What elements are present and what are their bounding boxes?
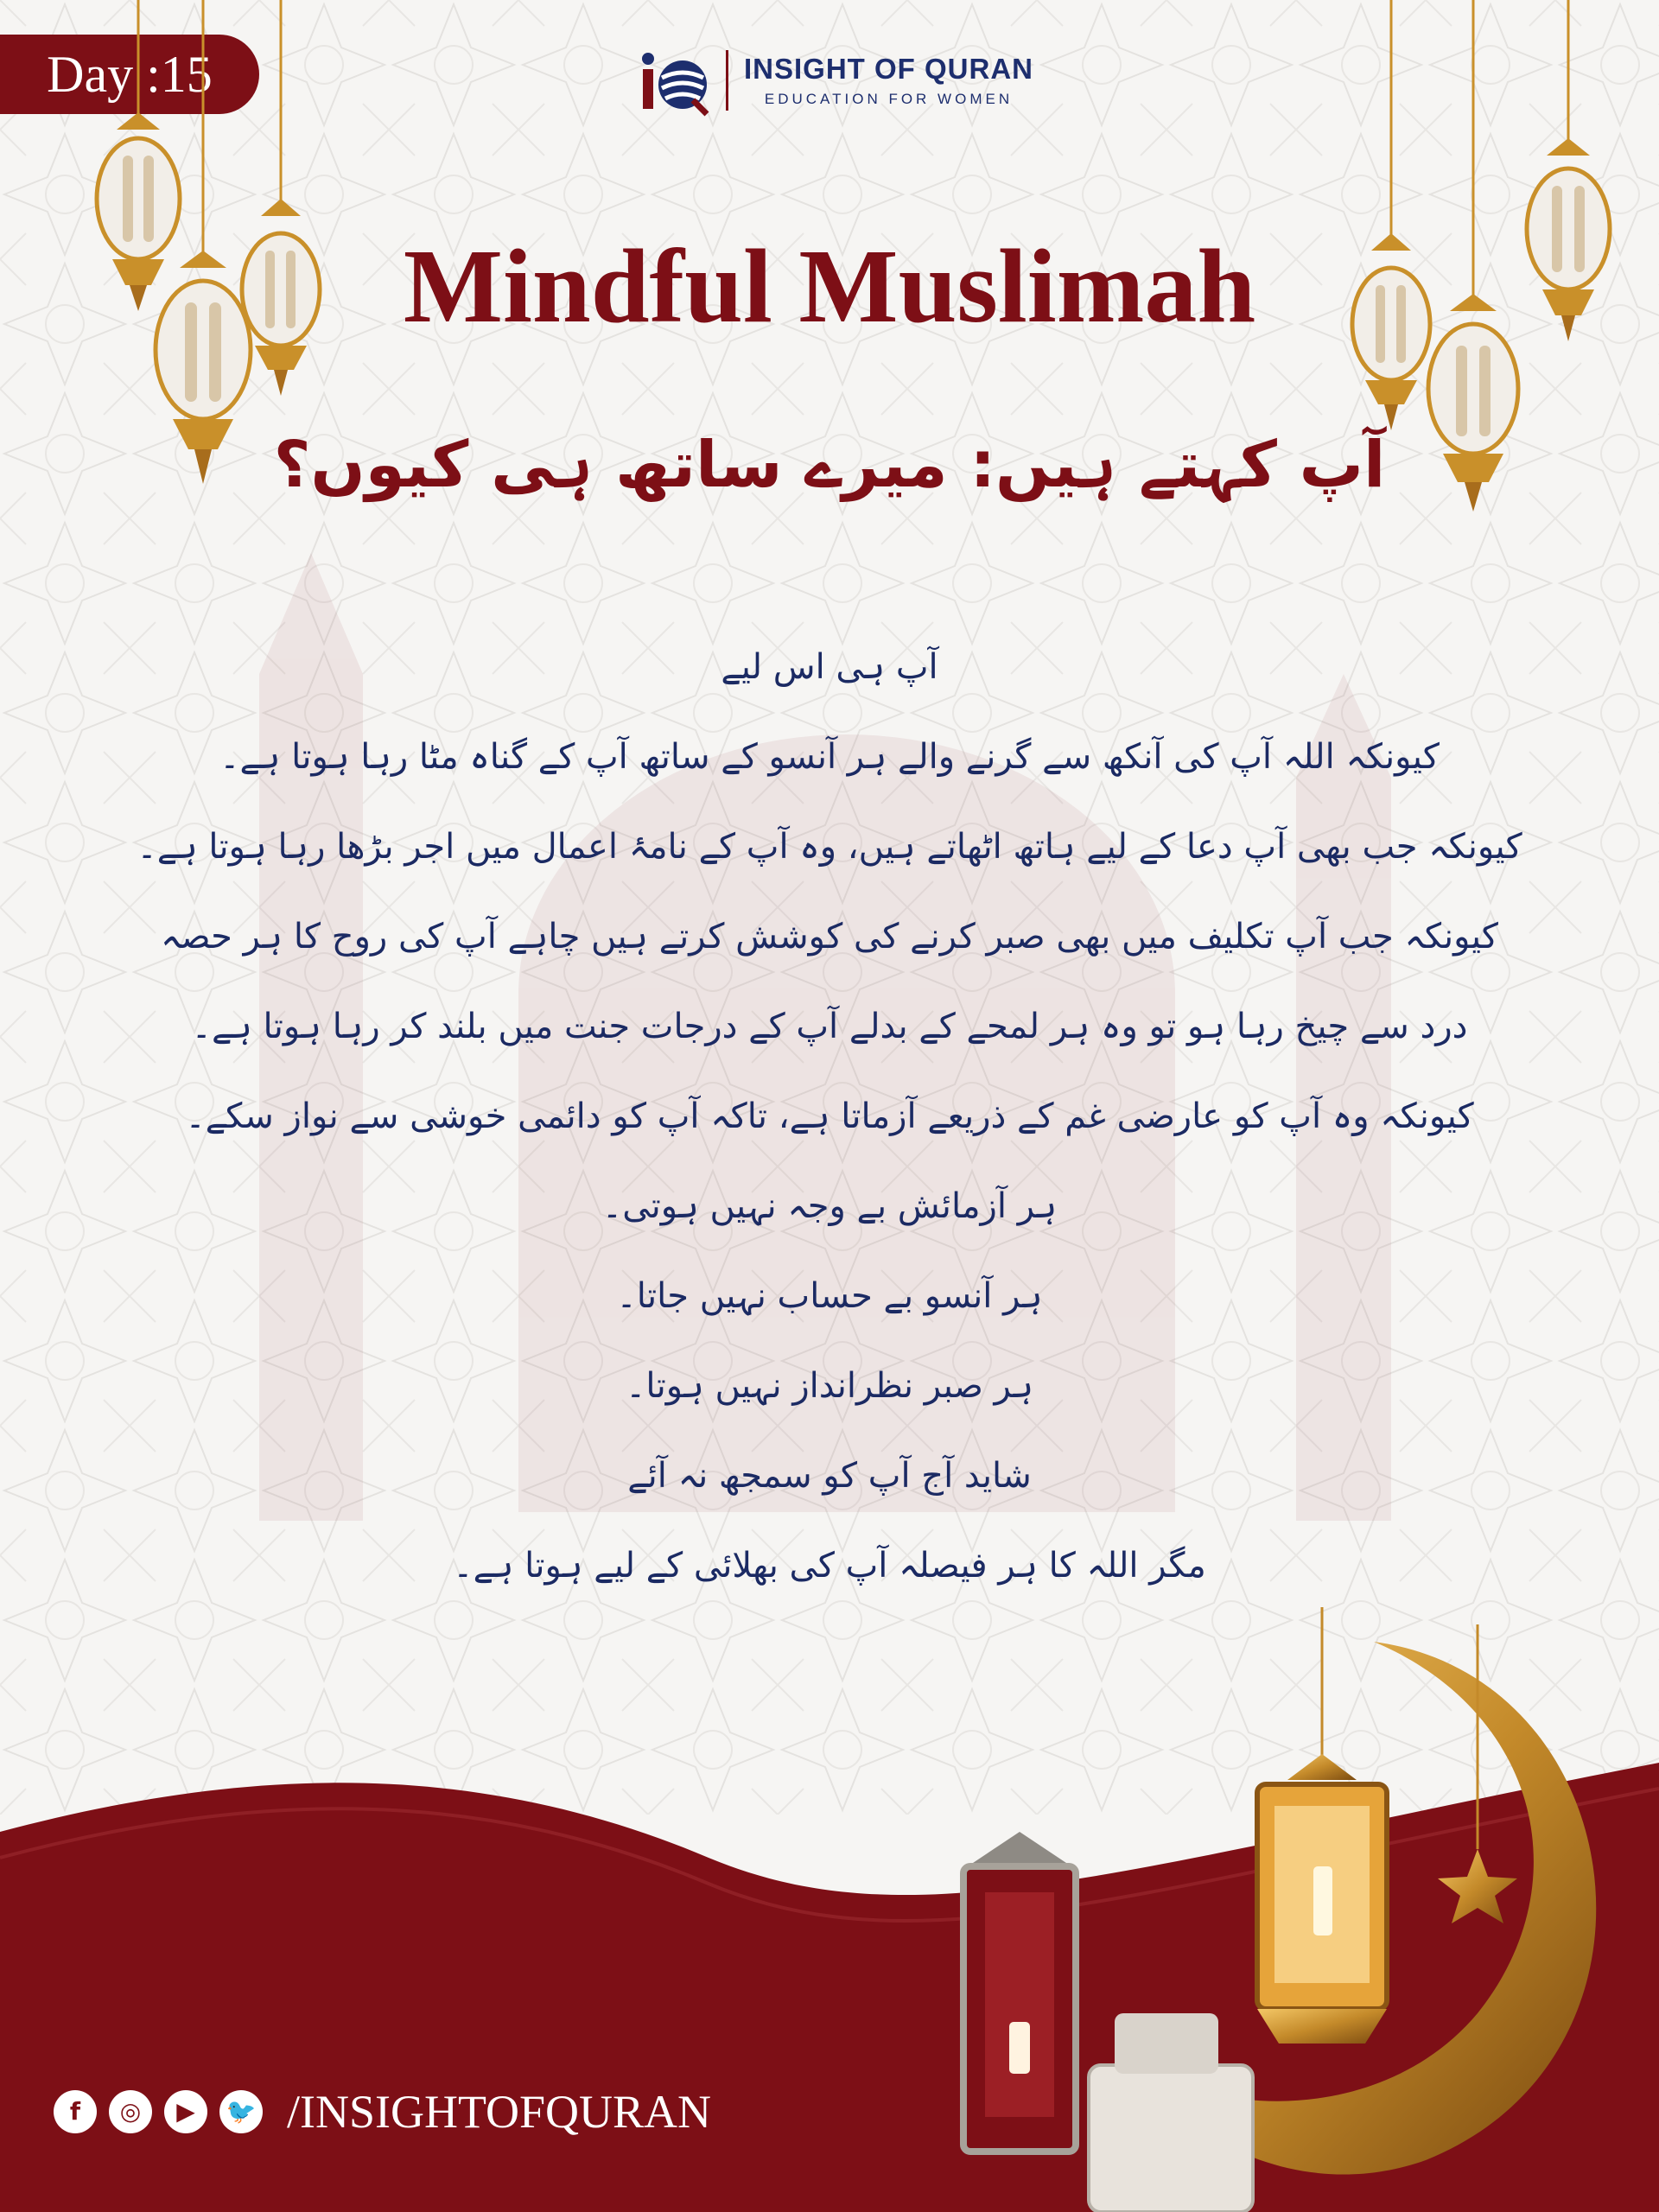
iq-logo-icon bbox=[636, 43, 710, 118]
brand-text bbox=[744, 53, 1033, 108]
body-line: ہر صبر نظرانداز نہیں ہوتا۔ bbox=[625, 1366, 1034, 1406]
lantern-icon bbox=[1257, 1754, 1387, 2044]
crescent-lantern-decoration bbox=[942, 1607, 1659, 2212]
body-line: کیونکہ جب آپ تکلیف میں بھی صبر کرنے کی کوشش کرتے ہیں چاہے آپ کی روح کا ہر حصہ bbox=[161, 917, 1498, 957]
urdu-body bbox=[0, 622, 1659, 1611]
star-icon bbox=[1438, 1849, 1517, 1923]
twitter-icon[interactable]: 🐦 bbox=[219, 2090, 263, 2133]
brand-tagline: EDUCATION FOR WOMEN bbox=[764, 91, 1014, 107]
day-badge: Day :15 bbox=[0, 35, 259, 114]
instagram-icon[interactable]: ◎ bbox=[109, 2090, 152, 2133]
brand-name: INSIGHT OF QURAN bbox=[744, 53, 1033, 85]
body-line: درد سے چیخ رہا ہو تو وہ ہر لمحے کے بدلے آپ کے درجات جنت میں بلند کر رہا ہوتا ہے۔ bbox=[191, 1007, 1468, 1046]
body-line: شاید آج آپ کو سمجھ نہ آئے bbox=[627, 1456, 1032, 1496]
body-line: آپ ہی اس لیے bbox=[721, 647, 938, 687]
facebook-icon[interactable]: f bbox=[54, 2090, 97, 2133]
body-line: کیونکہ اللہ آپ کی آنکھ سے گرنے والے ہر آنسو کے ساتھ آپ کے گناہ مٹا رہا ہوتا ہے۔ bbox=[219, 737, 1440, 777]
brand-logo bbox=[636, 43, 1033, 118]
body-line: ہر آزمائش بے وجہ نہیں ہوتی۔ bbox=[601, 1186, 1058, 1226]
youtube-icon[interactable]: ▶ bbox=[164, 2090, 207, 2133]
logo-divider bbox=[726, 50, 728, 111]
body-line: کیونکہ جب بھی آپ دعا کے لیے ہاتھ اٹھاتے ہیں، وہ آپ کے نامۂ اعمال میں اجر بڑھا رہا ہوتا ہے۔ bbox=[137, 827, 1522, 867]
social-footer bbox=[54, 2085, 711, 2139]
social-handle[interactable]: /INSIGHTOFQURAN bbox=[287, 2086, 712, 2138]
urdu-heading: آپ کہتے ہیں: میرے ساتھ ہی کیوں؟ bbox=[273, 428, 1386, 502]
body-line: مگر اللہ کا ہر فیصلہ آپ کی بھلائی کے لیے ہوتا ہے۔ bbox=[453, 1546, 1206, 1586]
body-line: کیونکہ وہ آپ کو عارضی غم کے ذریعے آزماتا ہے، تاکہ آپ کو دائمی خوشی سے نواز سکے۔ bbox=[185, 1096, 1474, 1136]
page-title: Mindful Muslimah bbox=[403, 228, 1256, 345]
body-line: ہر آنسو بے حساب نہیں جاتا۔ bbox=[616, 1276, 1043, 1316]
